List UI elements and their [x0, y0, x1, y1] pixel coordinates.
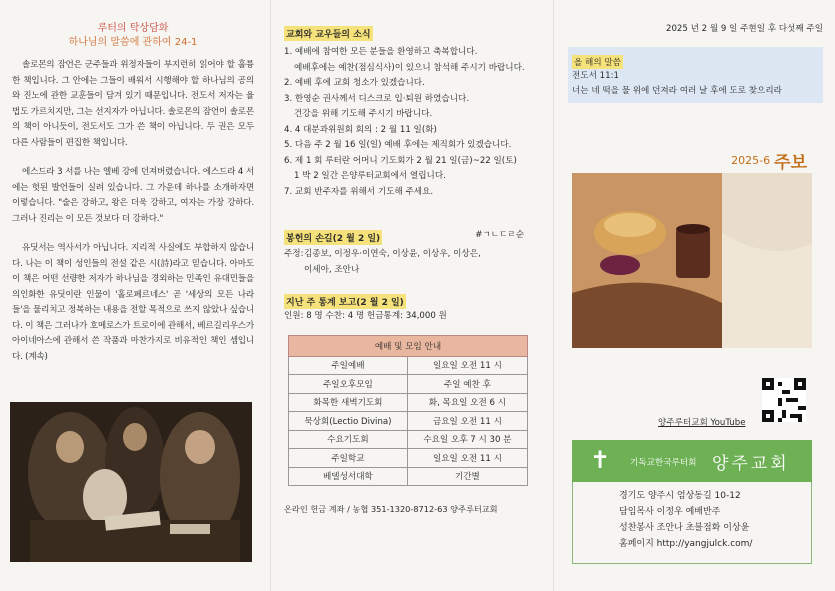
schedule-time: 기간별	[407, 467, 527, 486]
table-row	[289, 449, 528, 468]
article-paragraph-3: 유딧서는 역사서가 아닙니다. 지리적 사실에도 부합하지 않습니다. 나는 이 책이 성인들의 전설 같은 시(詩)라고 믿습니다. 아마도 이 책은 어떤 선량한 저자가 하나님을 경외하는 민족인 유대민들을 의인화한 유딧이란 인물이 '홀로페르네스' 곧 '세상의 모든 나라들'을 물리치고 정복하는 내용을 전할 목적으로 쓰지 않았나 싶습니다. 이 책은 그러나가 호메로스가 트로이에 관해서, 베르길리우스가 아이네아스에 관해서 쓴 작품과 마찬가지로 비유적인 책인 셈입니다. (계속)	[12, 243, 254, 362]
news-item: 건강을 위해 기도해 주시기 바랍니다.	[294, 109, 433, 119]
news-list	[284, 45, 536, 200]
news-item: 5. 다음 주 2 월 16 일(일) 예배 후에는 제직회가 있겠습니다.	[284, 140, 512, 150]
offering-heading: 봉헌의 손길(2 월 2 일)	[284, 230, 382, 245]
church-homepage[interactable]: 홈페이지 http://yangjulck.com/	[619, 539, 753, 549]
schedule-event: 화목한 새벽기도회	[289, 393, 408, 412]
bulletin-title	[731, 148, 807, 173]
news-item: 예배후에는 예찬(점심식사)이 있으니 참석해 주시기 바랍니다.	[294, 62, 525, 73]
schedule-event: 묵상회(Lectio Divina)	[289, 412, 408, 431]
stats-section	[284, 290, 536, 325]
article-title: 루터의 탁상담화	[97, 23, 169, 34]
youtube-link[interactable]: 양주루터교회 YouTube	[658, 418, 746, 428]
news-item: 6. 제 1 회 루터란 어머니 기도회가 2 월 21 일(금)~22 일(토)	[284, 155, 517, 166]
table-row	[289, 375, 528, 394]
news-item: 2. 예배 후에 교회 청소가 있겠습니다.	[284, 78, 425, 88]
schedule-time: 주일 예찬 후	[407, 375, 527, 394]
table-row	[289, 430, 528, 449]
table-row	[289, 356, 528, 375]
denomination: 기독교한국루터회	[630, 458, 697, 468]
news-item: 1 박 2 일간 은양루터교회에서 열립니다.	[294, 171, 446, 181]
verse-text: 너는 네 떡을 물 위에 던져라 여러 날 후에 도로 찾으리라	[572, 86, 782, 96]
schedule-table	[288, 335, 528, 487]
schedule-event: 주일학교	[289, 449, 408, 468]
church-info	[572, 482, 812, 564]
qr-code[interactable]	[762, 378, 806, 422]
schedule-event: 주일오후모임	[289, 375, 408, 394]
verse-box	[568, 47, 823, 103]
news-item: 3. 한영순 권사께서 디스크로 입·퇴원 하였습니다.	[284, 93, 470, 104]
service-date: 2025 년 2 월 9 일 주현일 후 다섯째 주일	[665, 24, 823, 34]
online-account: 온라인 헌금 계좌 / 농협 351-1320-8712-63 양주루터교회	[284, 504, 498, 514]
church-pastor: 담임목사 이정우 예배반주	[619, 507, 721, 517]
church-service: 성찬봉사 조안나 초블점화 이상윤	[619, 523, 750, 533]
offering-label: 주정:	[284, 249, 304, 259]
schedule-event: 주일예배	[289, 356, 408, 375]
verse-reference: 전도서 11:1	[572, 71, 619, 81]
church-name: 양주교회	[712, 454, 790, 474]
bread-and-wine-photo	[572, 173, 812, 348]
article-subtitle: 하나님의 말씀에 관하여 24-1	[68, 37, 198, 48]
news-item: 7. 교회 반주자를 위해서 기도해 주세요.	[284, 186, 434, 197]
table-row	[289, 467, 528, 486]
article-paragraph-2: 에스드라 3 서를 나는 엘베 강에 던져버렸습니다. 에스드라 4 서에는 헛된 발언들이 실려 있습니다. 그 가운데 하나를 소개하자면 이렇습니다. "술은 강하고, 왕은 더욱 강하고, 여자는 가장 강하다. 그러나 진리는 이 모든 것보다 더 강하다."	[12, 167, 254, 224]
news-heading: 교회와 교우들의 소식	[284, 26, 373, 41]
schedule-time: 금요일 오전 11 시	[407, 412, 527, 431]
news-item: 4. 4 대분과위원회 회의 : 2 월 11 일(화)	[284, 124, 437, 135]
church-logo-bar	[572, 440, 812, 482]
schedule-event: 베델성서대학	[289, 467, 408, 486]
table-row	[289, 412, 528, 431]
cross-icon: ✝	[590, 446, 611, 474]
schedule-time: 수요일 오후 7 시 30 분	[407, 430, 527, 449]
issue-number: 2025-6	[731, 154, 771, 167]
middle-panel	[272, 0, 544, 591]
news-item: 1. 예배에 참여한 모든 분들을 환영하고 축복합니다.	[284, 47, 478, 57]
offering-names: 김종보, 이정우·이연숙, 이상윤, 이상우, 이상은, 이세아, 조안나	[304, 249, 481, 275]
stats-heading: 지난 주 통계 보고(2 월 2 일)	[284, 294, 406, 309]
article-paragraph-1: 솔로몬의 잠언은 군주들과 위정자들이 부지런히 읽어야 할 훌륭한 책입니다. 그 안에는 그들이 배워서 시행해야 할 하나님의 공의와 진노에 관한 교훈들이 담겨 있기 때문입니다. 전도서 저자는 율법도 가르치지만, 그는 선지자가 아닙니다. 솔로몬의 잠언이 솔로몬의 책이 아니듯이, 전도서도 그가 쓴 책이 아닙니다. 두 권은 모두 다른 사람들이 편집한 책입니다.	[12, 60, 254, 148]
church-address: 경기도 양주시 엄상동길 10-12	[619, 491, 741, 501]
offering-section	[284, 226, 536, 278]
offering-code: #ㄱㄴㄷㄹ순	[475, 230, 524, 240]
schedule-time: 일요일 오전 11 시	[407, 449, 527, 468]
schedule-event: 수요기도회	[289, 430, 408, 449]
schedule-time: 화, 목요일 오전 6 시	[407, 393, 527, 412]
schedule-time: 일요일 오전 11 시	[407, 356, 527, 375]
table-row	[289, 393, 528, 412]
stats-line: 인원: 8 명 수찬: 4 명 헌금통계: 34,000 원	[284, 311, 447, 321]
bulletin-word: 주보	[774, 153, 807, 173]
verse-heading: 올 해의 말씀	[572, 55, 623, 69]
luther-table-painting	[10, 402, 252, 562]
schedule-heading: 예배 및 모임 안내	[289, 335, 528, 356]
